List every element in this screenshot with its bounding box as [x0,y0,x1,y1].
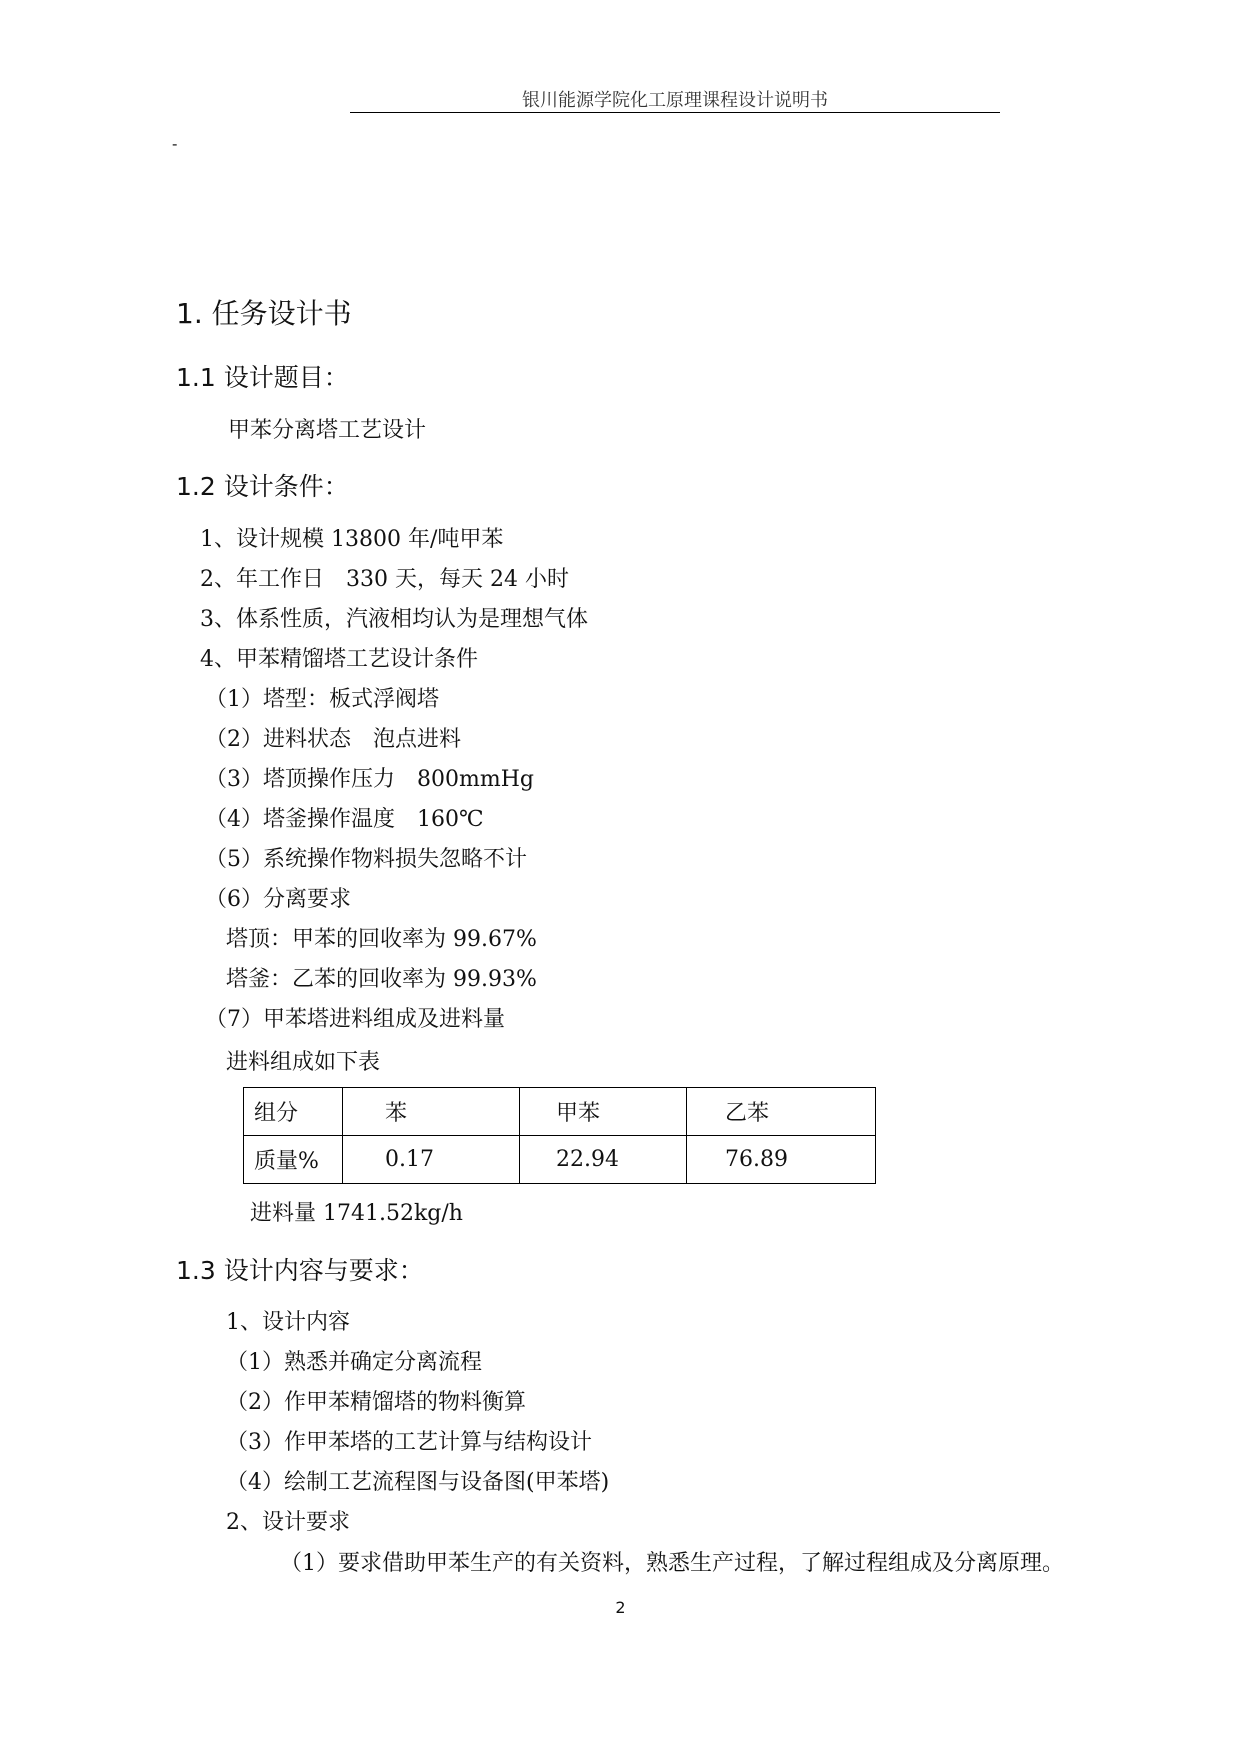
separation-requirement-top: 塔顶：甲苯的回收率为 99.67% [226,927,537,952]
feed-composition-table [243,1087,876,1184]
section-title: 1. 任务设计书 [176,297,352,330]
header-rule [350,112,1000,113]
table-row [244,1088,876,1136]
table-row [244,1136,876,1184]
table-cell: 苯 [343,1088,520,1136]
subsection-title-1-1: 1.1 设计题目： [176,363,349,392]
content-item: （3）作甲苯塔的工艺计算与结构设计 [226,1430,592,1455]
content-heading: 1、设计内容 [226,1310,350,1335]
condition-subitem: （7）甲苯塔进料组成及进料量 [205,1007,505,1032]
table-cell: 乙苯 [687,1088,876,1136]
table-cell: 76.89 [687,1136,876,1184]
feed-rate: 进料量 1741.52kg/h [250,1201,463,1226]
condition-subitem: （6）分离要求 [205,887,351,912]
page-mark: - [172,134,178,153]
condition-item: 3、体系性质，汽液相均认为是理想气体 [200,607,588,632]
table-cell: 22.94 [520,1136,687,1184]
subsection-title-1-2: 1.2 设计条件： [176,472,349,501]
table-cell: 组分 [244,1088,343,1136]
content-item: （1）熟悉并确定分离流程 [226,1350,482,1375]
requirements-heading: 2、设计要求 [226,1510,350,1535]
condition-item: 2、年工作日 330 天，每天 24 小时 [200,567,569,592]
condition-subitem: （2）进料状态 泡点进料 [205,727,461,752]
condition-item: 1、设计规模 13800 年/吨甲苯 [200,527,504,552]
separation-requirement-bottom: 塔釜：乙苯的回收率为 99.93% [226,967,537,992]
requirement-item: （1）要求借助甲苯生产的有关资料，熟悉生产过程，了解过程组成及分离原理。 [280,1551,1064,1576]
page-number: 2 [615,1598,626,1617]
table-caption: 进料组成如下表 [226,1050,381,1075]
condition-item: 4、甲苯精馏塔工艺设计条件 [200,647,478,672]
running-header: 银川能源学院化工原理课程设计说明书 [522,90,828,111]
table-cell: 0.17 [343,1136,520,1184]
subsection-title-1-3: 1.3 设计内容与要求： [176,1256,424,1285]
content-item: （2）作甲苯精馏塔的物料衡算 [226,1390,526,1415]
design-topic: 甲苯分离塔工艺设计 [228,418,427,443]
condition-subitem: （4）塔釜操作温度 160℃ [205,807,484,832]
table-cell: 甲苯 [520,1088,687,1136]
condition-subitem: （5）系统操作物料损失忽略不计 [205,847,527,872]
table-cell: 质量% [244,1136,343,1184]
condition-subitem: （1）塔型：板式浮阀塔 [205,687,439,712]
content-item: （4）绘制工艺流程图与设备图(甲苯塔) [226,1470,610,1495]
condition-subitem: （3）塔顶操作压力 800mmHg [205,767,534,792]
